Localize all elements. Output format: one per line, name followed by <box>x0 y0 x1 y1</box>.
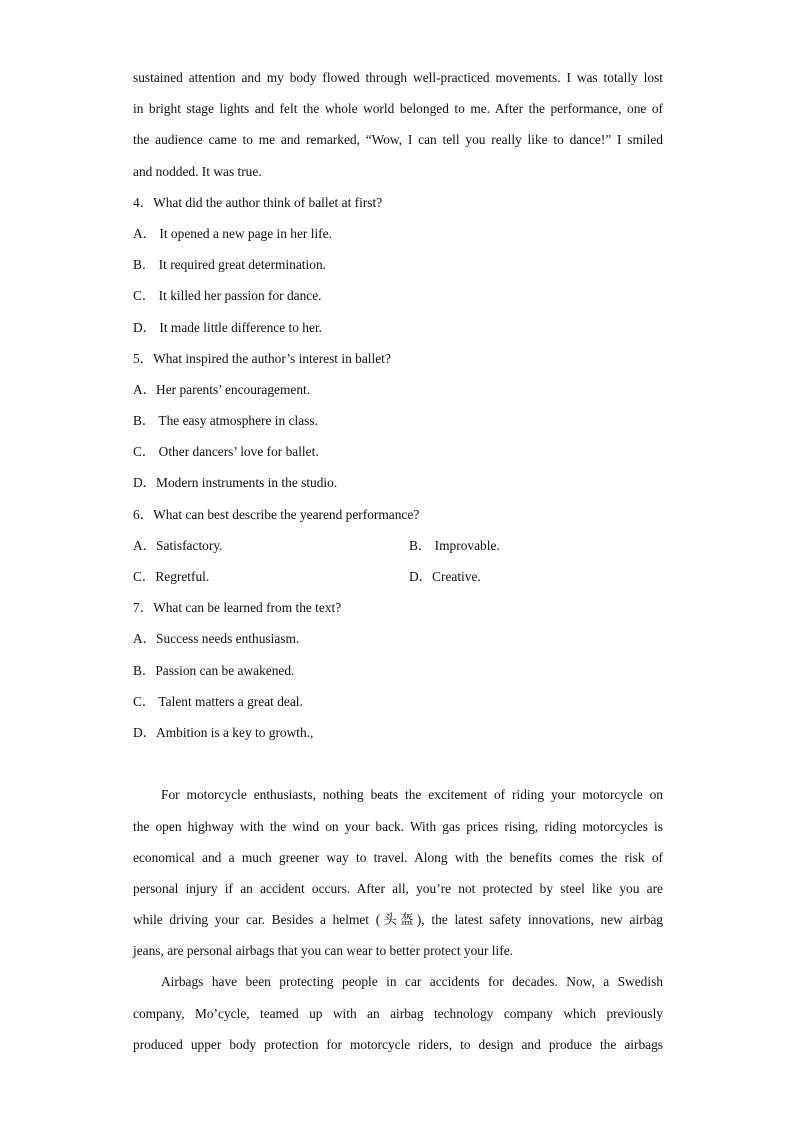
passage-two-line: while driving your car. Besides a helmet (头盔), the latest safety innovations, new airbag <box>133 912 663 928</box>
question-stem-7: 7．What can be learned from the text? <box>133 600 342 616</box>
passage-two-line: the open highway with the wind on your back. With gas prices rising, riding motorcycles is <box>133 818 663 834</box>
question-6-option-c: C．Regretful. <box>133 569 210 584</box>
question-6-option-d: D．Creative. <box>409 569 481 584</box>
question-6-option-b: B． Improvable. <box>409 537 500 553</box>
question-4-option-d: D． It made little difference to her. <box>133 319 323 335</box>
question-5-option-d: D．Modern instruments in the studio. <box>133 475 338 491</box>
passage-two-line: Airbags have been protecting people in car accidents for decades. Now, a Swedish <box>161 974 663 990</box>
question-5-option-c: C． Other dancers’ love for ballet. <box>133 444 319 460</box>
passage-two-line: produced upper body protection for motorcycle riders, to design and produce the airbags <box>133 1036 663 1052</box>
question-5-option-a: A．Her parents’ encouragement. <box>133 381 311 397</box>
passage-two-line: economical and a much greener way to travel. Along with the benefits comes the risk of <box>133 849 663 865</box>
question-stem-4: 4．What did the author think of ballet at first? <box>133 194 383 210</box>
question-stem-6: 6．What can best describe the yearend performance? <box>133 506 420 522</box>
passage-line: and nodded. It was true. <box>133 163 262 179</box>
question-6-options-row-1 <box>133 530 663 561</box>
question-5-option-b: B． The easy atmosphere in class. <box>133 413 318 429</box>
question-4-option-a: A． It opened a new page in her life. <box>133 225 332 241</box>
passage-two-line: personal injury if an accident occurs. After all, you’re not protected by steel like you are <box>133 880 663 896</box>
passage-two-line: For motorcycle enthusiasts, nothing beats the excitement of riding your motorcycle on <box>161 787 663 803</box>
question-7-option-d: D．Ambition is a key to growth., <box>133 724 314 740</box>
passage-two-line: jeans, are personal airbags that you can wear to better protect your life. <box>133 943 513 959</box>
question-4-option-c: C． It killed her passion for dance. <box>133 288 322 304</box>
question-7-option-b: B．Passion can be awakened. <box>133 662 295 678</box>
question-6-options-row-2 <box>133 561 663 592</box>
passage-line: in bright stage lights and felt the whole world belonged to me. After the performance, one of <box>133 101 663 117</box>
question-stem-5: 5．What inspired the author’s interest in ballet? <box>133 350 391 366</box>
question-4-option-b: B． It required great determination. <box>133 257 326 273</box>
question-7-option-c: C． Talent matters a great deal. <box>133 693 303 709</box>
passage-two-line: company, Mo’cycle, teamed up with an airbag technology company which previously <box>133 1005 663 1021</box>
section-gap <box>133 748 663 779</box>
question-6-option-a: A．Satisfactory. <box>133 537 223 553</box>
passage-line: sustained attention and my body flowed through well-practiced movements. I was totally lost <box>133 70 663 85</box>
document-page <box>133 62 663 1060</box>
passage-line: the audience came to me and remarked, “Wow, I can tell you really like to dance!” I smiled <box>133 132 663 148</box>
question-7-option-a: A．Success needs enthusiasm. <box>133 631 300 647</box>
